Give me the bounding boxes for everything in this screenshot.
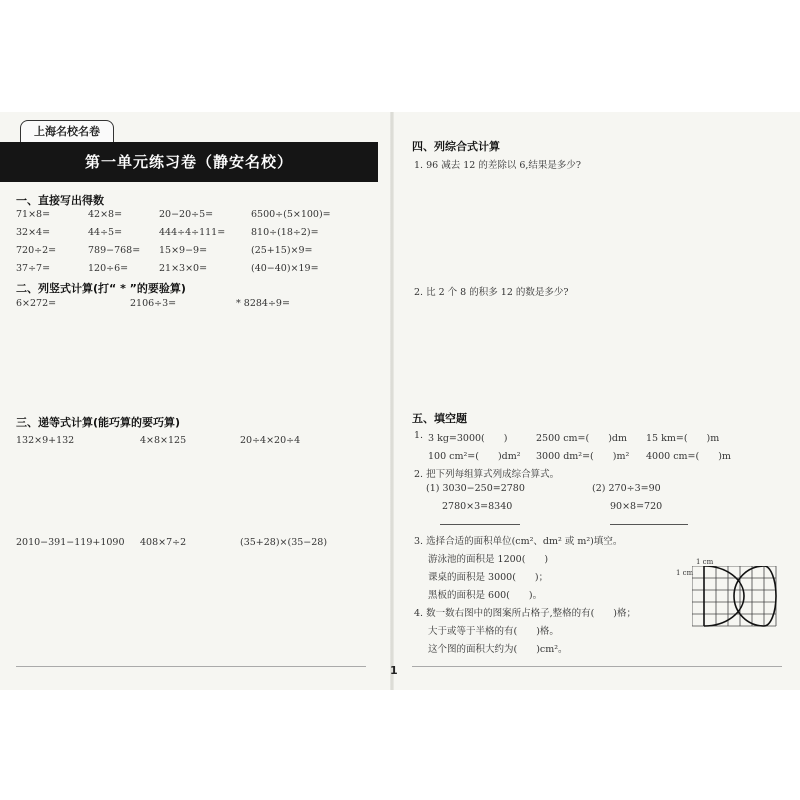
s3-item: 408×7÷2: [140, 537, 187, 548]
s1-row: [16, 227, 376, 247]
footer-rule: [412, 666, 782, 667]
answer-line: [610, 524, 688, 525]
s2-item: 2106÷3=: [130, 298, 177, 309]
s5-q4-line: 这个图的面积大约为( )cm²。: [428, 644, 568, 655]
s5-q1-item: 3 kg=3000( ): [428, 433, 508, 444]
brand-tab: 上海名校名卷: [20, 120, 114, 143]
s3-item: 2010−391−119+1090: [16, 537, 125, 548]
section-3-title: 三、递等式计算(能巧算的要巧算): [16, 416, 181, 429]
s1-item: 810÷(18÷2)=: [251, 227, 319, 238]
figure-label-left: 1 cm: [676, 569, 694, 577]
section-2-title: 二、列竖式计算(打“ * ”的要验算): [16, 282, 186, 295]
s1-item: 444÷4÷111=: [159, 227, 226, 238]
s5-q4-line: 大于或等于半格的有( )格。: [428, 626, 559, 637]
section-1-title: 一、直接写出得数: [16, 194, 104, 207]
s4-question-2: 2. 比 2 个 8 的积多 12 的数是多少?: [414, 287, 569, 298]
s3-item: 4×8×125: [140, 435, 187, 446]
s5-q3-line: 游泳池的面积是 1200( ): [428, 554, 549, 565]
s5-q1-label: 1.: [414, 430, 424, 441]
s5-question-3: 3. 选择合适的面积单位(cm²、dm² 或 m²)填空。: [414, 536, 623, 547]
title-bar: [0, 142, 378, 182]
s3-item: (35+28)×(35−28): [240, 537, 328, 548]
area-grid-figure: [692, 566, 778, 636]
s5-q1-item: 100 cm²=( )dm²: [428, 451, 521, 462]
s1-item: 71×8=: [16, 209, 51, 220]
s5-q2-calc: (2) 270÷3=90: [592, 483, 661, 494]
s5-q1-item: 3000 dm²=( )m²: [536, 451, 630, 462]
section-4-title: 四、列综合式计算: [412, 140, 500, 153]
s1-item: 32×4=: [16, 227, 51, 238]
s5-q2-calc: 2780×3=8340: [442, 501, 513, 512]
s1-item: 15×9−9=: [159, 245, 208, 256]
s1-item: 789−768=: [88, 245, 141, 256]
footer-rule: [16, 666, 366, 667]
s1-item: 120÷6=: [88, 263, 129, 274]
s1-item: 42×8=: [88, 209, 123, 220]
s1-row: [16, 245, 376, 265]
s1-item: 21×3×0=: [159, 263, 208, 274]
section-5-title: 五、填空题: [412, 412, 467, 425]
right-page: [392, 112, 800, 690]
s1-item: 37÷7=: [16, 263, 51, 274]
page-title: 第一单元练习卷（静安名校）: [84, 153, 293, 171]
s5-q1-item: 15 km=( )m: [646, 433, 720, 444]
s5-q1-item: 2500 cm=( )dm: [536, 433, 627, 444]
workbook-spread: [0, 112, 800, 690]
s5-q2-calc: 90×8=720: [610, 501, 663, 512]
s1-item: 44÷5=: [88, 227, 123, 238]
s3-item: 132×9+132: [16, 435, 75, 446]
s5-q2-calc: (1) 3030−250=2780: [426, 483, 525, 494]
s2-item: * 8284÷9=: [236, 298, 290, 309]
left-page: [0, 112, 392, 690]
figure-label-top: 1 cm: [696, 558, 714, 566]
s1-item: (40−40)×19=: [251, 263, 319, 274]
s1-item: (25+15)×9=: [251, 245, 313, 256]
s5-q3-line: 黑板的面积是 600( )。: [428, 590, 543, 601]
s2-item: 6×272=: [16, 298, 57, 309]
s1-item: 20−20÷5=: [159, 209, 214, 220]
s5-q1-item: 4000 cm=( )m: [646, 451, 731, 462]
s1-item: 720÷2=: [16, 245, 57, 256]
s3-item: 20÷4×20÷4: [240, 435, 301, 446]
s5-question-4: 4. 数一数右图中的图案所占格子,整格的有( )格；: [414, 608, 637, 619]
answer-line: [440, 524, 520, 525]
s1-row: [16, 209, 376, 229]
s4-question-1: 1. 96 减去 12 的差除以 6,结果是多少?: [414, 160, 581, 171]
s1-item: 6500÷(5×100)=: [251, 209, 331, 220]
s5-q3-line: 课桌的面积是 3000( )；: [428, 572, 549, 583]
s5-question-2: 2. 把下列每组算式列成综合算式。: [414, 469, 560, 480]
page-number: 1: [390, 664, 398, 677]
